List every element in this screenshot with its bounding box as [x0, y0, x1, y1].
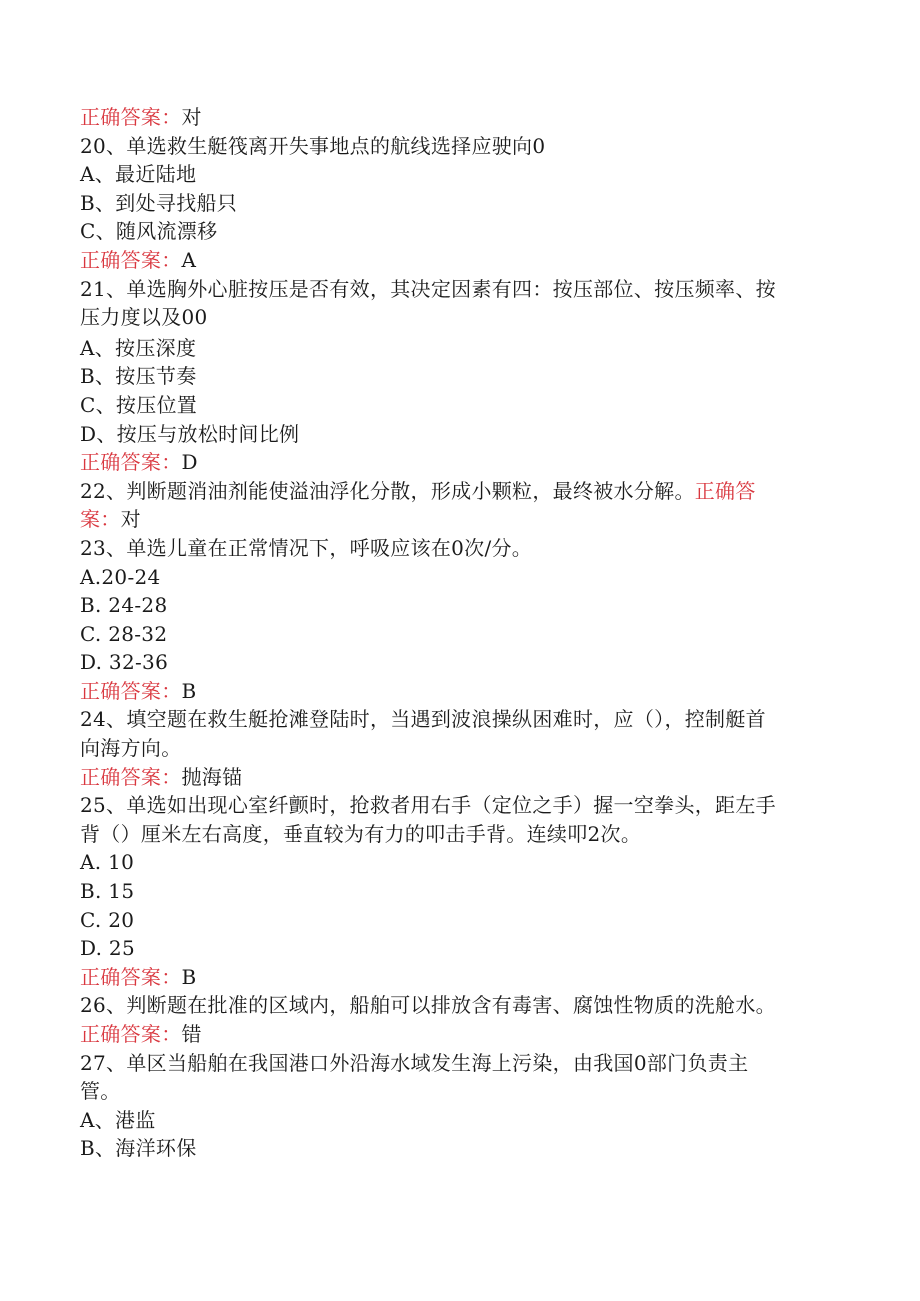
question-26: 26、判断题在批准的区域内，船舶可以排放含有毒害、腐蚀性物质的洗舱水。: [80, 993, 776, 1018]
answer-line: [80, 505, 815, 534]
answer-line: [80, 677, 815, 706]
option-line: C. 28-32: [80, 621, 168, 646]
option-line: B、海洋环保: [80, 1136, 197, 1161]
option-line: C、按压位置: [80, 392, 198, 417]
option-line: D. 32-36: [80, 650, 169, 675]
answer-value: B: [181, 964, 197, 989]
answer-line: [80, 103, 815, 132]
answer-value: 抛海锚: [181, 764, 243, 789]
option-line: C、随风流漂移: [80, 219, 218, 244]
question-21: 21、单选胸外心脏按压是否有效，其决定因素有四：按压部位、按压频率、按: [80, 276, 776, 301]
answer-label: 正确答: [694, 478, 756, 503]
answer-value: 对: [120, 507, 141, 532]
option-line: D、按压与放松时间比例: [80, 421, 300, 446]
answer-label: 正确答案：: [80, 764, 182, 789]
answer-line: [80, 448, 815, 477]
option-line: A. 10: [80, 850, 135, 875]
answer-line: [80, 963, 815, 992]
answer-label: 正确答案：: [80, 678, 182, 703]
answer-value: 错: [181, 1022, 202, 1046]
answer-label: 正确答案：: [80, 247, 182, 272]
question-24: 24、填空题在救生艇抢滩登陆时，当遇到波浪操纵困难时，应（），控制艇首: [80, 707, 766, 732]
option-line: B. 24-28: [80, 593, 168, 618]
answer-value: B: [181, 678, 197, 703]
answer-line: [80, 763, 815, 792]
answer-value: A: [181, 247, 197, 272]
document-page: [80, 103, 815, 1163]
option-line: A、港监: [80, 1107, 156, 1132]
option-line: B、到处寻找船只: [80, 190, 238, 215]
question-25: 25、单选如出现心室纤颤时，抢救者用右手（定位之手）握一空拳头，距左手: [80, 793, 776, 818]
question-27-cont: 管。: [80, 1079, 121, 1104]
answer-label: 正确答案：: [80, 964, 182, 989]
option-line: A.20-24: [80, 564, 161, 589]
answer-line: [80, 246, 815, 275]
answer-line: [80, 1020, 815, 1049]
option-line: B、按压节奏: [80, 364, 197, 389]
question-20: 20、单选救生艇筏离开失事地点的航线选择应驶向0: [80, 133, 546, 158]
option-line: A、最近陆地: [80, 162, 197, 187]
answer-value: 对: [181, 105, 202, 129]
question-24-cont: 向海方向。: [80, 736, 182, 761]
question-25-cont: 背（）厘米左右高度，垂直较为有力的叩击手背。连续叩2次。: [80, 821, 642, 846]
question-27: 27、单区当船舶在我国港口外沿海水域发生海上污染，由我国0部门负责主: [80, 1050, 749, 1075]
answer-label: 案：: [80, 507, 121, 532]
question-21-cont: 压力度以及00: [80, 305, 208, 330]
option-line: D. 25: [80, 936, 135, 961]
answer-label: 正确答案：: [80, 105, 182, 129]
answer-label: 正确答案：: [80, 1022, 182, 1046]
answer-label: 正确答案：: [80, 450, 182, 475]
question-23: 23、单选儿童在正常情况下，呼吸应该在0次/分。: [80, 535, 533, 560]
question-22: [80, 477, 815, 506]
option-line: C. 20: [80, 907, 135, 932]
question-22-text: 22、判断题消油剂能使溢油浮化分散，形成小颗粒，最终被水分解。: [80, 478, 695, 503]
option-line: B. 15: [80, 879, 135, 904]
answer-value: D: [181, 450, 198, 475]
option-line: A、按压深度: [80, 335, 197, 360]
